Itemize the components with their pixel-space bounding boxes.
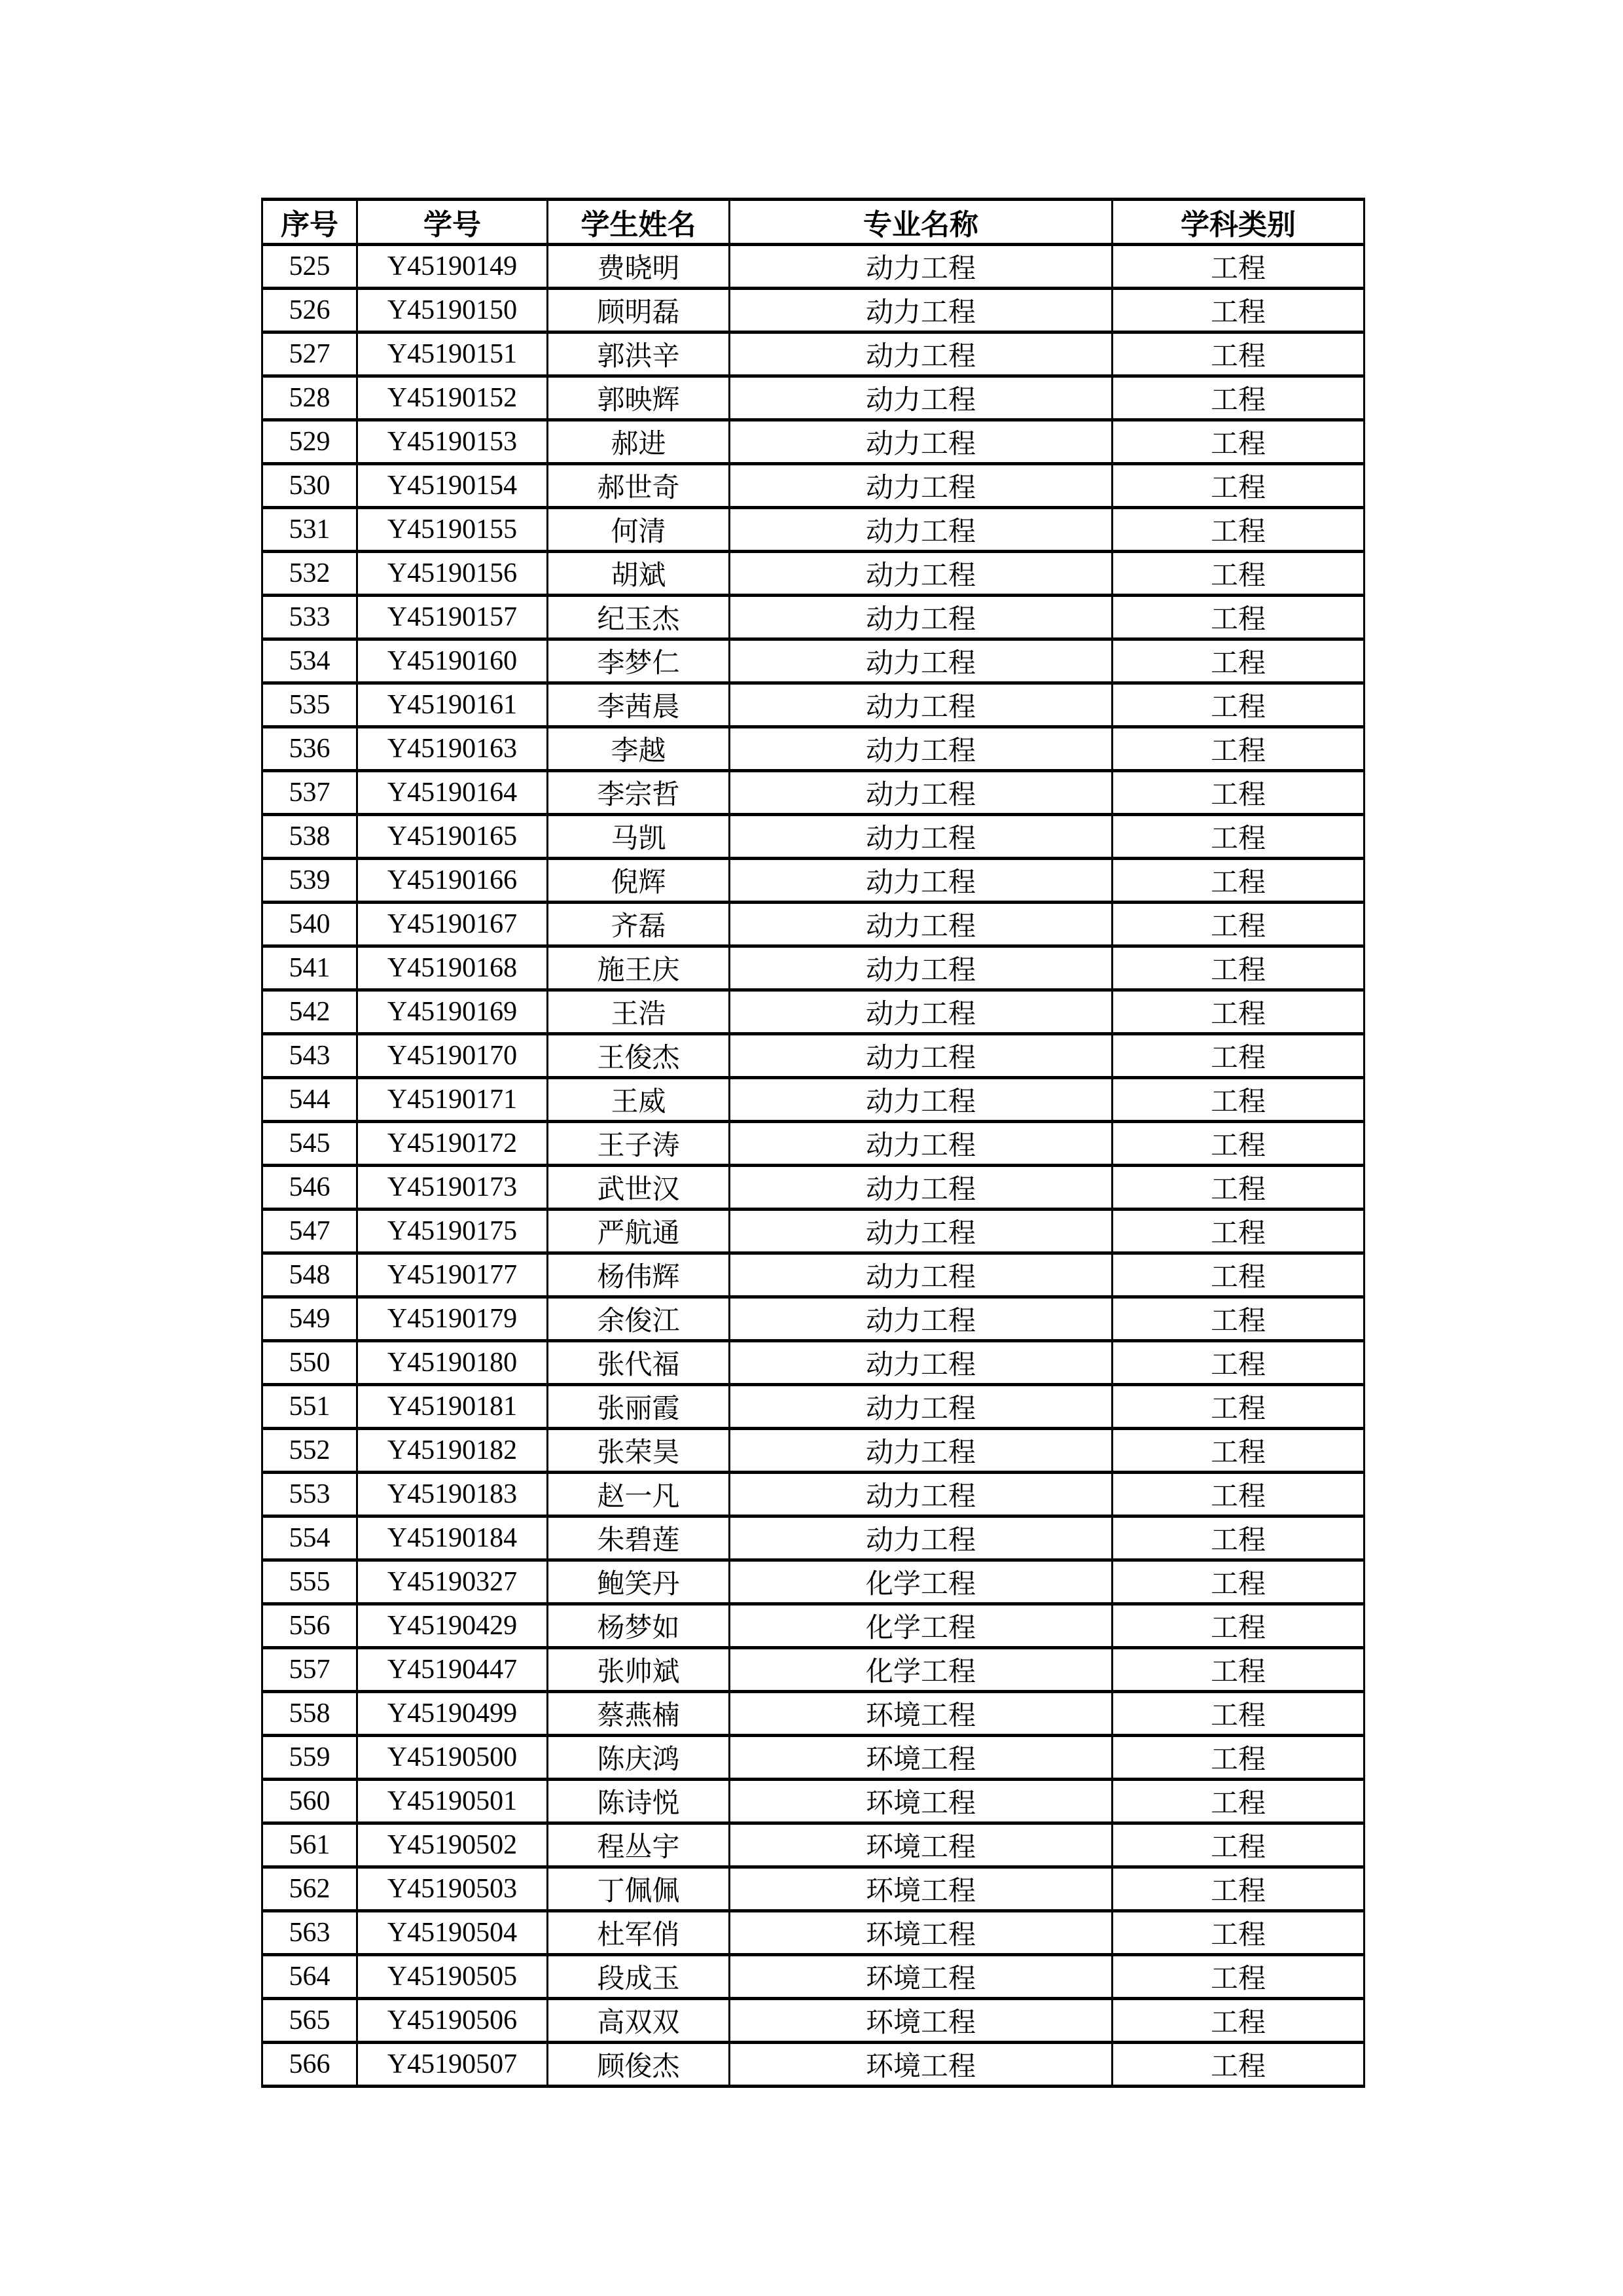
cell-serial-number: 540	[262, 903, 357, 946]
cell-discipline-category: 工程	[1113, 1034, 1364, 1078]
cell-major-name: 动力工程	[730, 1210, 1113, 1253]
cell-serial-number: 531	[262, 508, 357, 552]
cell-major-name: 动力工程	[730, 1341, 1113, 1385]
cell-student-id: Y45190157	[357, 596, 548, 639]
cell-student-id: Y45190499	[357, 1692, 548, 1736]
cell-major-name: 动力工程	[730, 508, 1113, 552]
cell-student-id: Y45190501	[357, 1780, 548, 1823]
cell-serial-number: 554	[262, 1516, 357, 1560]
cell-major-name: 动力工程	[730, 639, 1113, 683]
cell-discipline-category: 工程	[1113, 376, 1364, 420]
header-major-name: 专业名称	[730, 200, 1113, 245]
table-row	[262, 1736, 1364, 1780]
cell-discipline-category: 工程	[1113, 815, 1364, 859]
cell-serial-number: 545	[262, 1122, 357, 1166]
cell-major-name: 动力工程	[730, 903, 1113, 946]
cell-student-name: 朱碧莲	[548, 1516, 730, 1560]
cell-discipline-category: 工程	[1113, 1078, 1364, 1122]
cell-student-name: 费晓明	[548, 245, 730, 289]
cell-student-id: Y45190160	[357, 639, 548, 683]
table-row	[262, 1034, 1364, 1078]
cell-serial-number: 528	[262, 376, 357, 420]
cell-discipline-category: 工程	[1113, 1341, 1364, 1385]
cell-discipline-category: 工程	[1113, 508, 1364, 552]
cell-major-name: 动力工程	[730, 332, 1113, 376]
cell-discipline-category: 工程	[1113, 1385, 1364, 1429]
table-row	[262, 1604, 1364, 1648]
cell-student-name: 王子涛	[548, 1122, 730, 1166]
cell-student-name: 顾明磊	[548, 289, 730, 332]
cell-major-name: 动力工程	[730, 990, 1113, 1034]
cell-discipline-category: 工程	[1113, 1911, 1364, 1955]
cell-student-id: Y45190447	[357, 1648, 548, 1692]
cell-student-id: Y45190152	[357, 376, 548, 420]
cell-student-name: 张代福	[548, 1341, 730, 1385]
cell-major-name: 动力工程	[730, 771, 1113, 815]
cell-serial-number: 562	[262, 1867, 357, 1911]
cell-serial-number: 556	[262, 1604, 357, 1648]
cell-student-name: 武世汉	[548, 1166, 730, 1210]
cell-student-name: 王俊杰	[548, 1034, 730, 1078]
cell-discipline-category: 工程	[1113, 552, 1364, 596]
cell-student-name: 郝世奇	[548, 464, 730, 508]
cell-discipline-category: 工程	[1113, 1955, 1364, 1999]
cell-major-name: 环境工程	[730, 1736, 1113, 1780]
table-row	[262, 1867, 1364, 1911]
cell-serial-number: 543	[262, 1034, 357, 1078]
cell-student-name: 陈诗悦	[548, 1780, 730, 1823]
cell-discipline-category: 工程	[1113, 859, 1364, 903]
cell-serial-number: 565	[262, 1999, 357, 2043]
cell-serial-number: 547	[262, 1210, 357, 1253]
cell-student-id: Y45190171	[357, 1078, 548, 1122]
cell-serial-number: 535	[262, 683, 357, 727]
cell-major-name: 动力工程	[730, 815, 1113, 859]
cell-student-name: 蔡燕楠	[548, 1692, 730, 1736]
cell-student-name: 王浩	[548, 990, 730, 1034]
cell-student-id: Y45190170	[357, 1034, 548, 1078]
cell-major-name: 化学工程	[730, 1560, 1113, 1604]
cell-student-id: Y45190151	[357, 332, 548, 376]
cell-student-id: Y45190505	[357, 1955, 548, 1999]
cell-student-name: 马凯	[548, 815, 730, 859]
cell-student-id: Y45190172	[357, 1122, 548, 1166]
cell-student-name: 郭洪辛	[548, 332, 730, 376]
cell-major-name: 环境工程	[730, 1911, 1113, 1955]
header-row	[262, 200, 1364, 245]
cell-student-name: 赵一凡	[548, 1473, 730, 1516]
cell-major-name: 环境工程	[730, 1823, 1113, 1867]
cell-student-id: Y45190155	[357, 508, 548, 552]
table-row	[262, 245, 1364, 289]
table-row	[262, 332, 1364, 376]
cell-student-name: 杨梦如	[548, 1604, 730, 1648]
cell-student-id: Y45190154	[357, 464, 548, 508]
cell-student-name: 张丽霞	[548, 1385, 730, 1429]
cell-discipline-category: 工程	[1113, 596, 1364, 639]
cell-major-name: 动力工程	[730, 245, 1113, 289]
cell-serial-number: 544	[262, 1078, 357, 1122]
cell-student-name: 余俊江	[548, 1297, 730, 1341]
roster-body	[262, 245, 1364, 2087]
cell-student-id: Y45190150	[357, 289, 548, 332]
header-serial-number: 序号	[262, 200, 357, 245]
cell-student-id: Y45190153	[357, 420, 548, 464]
table-row	[262, 903, 1364, 946]
cell-serial-number: 529	[262, 420, 357, 464]
cell-student-id: Y45190181	[357, 1385, 548, 1429]
cell-serial-number: 557	[262, 1648, 357, 1692]
cell-student-id: Y45190156	[357, 552, 548, 596]
table-row	[262, 859, 1364, 903]
table-row	[262, 815, 1364, 859]
cell-serial-number: 559	[262, 1736, 357, 1780]
cell-serial-number: 536	[262, 727, 357, 771]
table-row	[262, 1166, 1364, 1210]
cell-student-id: Y45190507	[357, 2043, 548, 2087]
table-row	[262, 1648, 1364, 1692]
cell-student-name: 张帅斌	[548, 1648, 730, 1692]
cell-discipline-category: 工程	[1113, 245, 1364, 289]
cell-serial-number: 539	[262, 859, 357, 903]
cell-major-name: 环境工程	[730, 1692, 1113, 1736]
cell-discipline-category: 工程	[1113, 771, 1364, 815]
cell-discipline-category: 工程	[1113, 332, 1364, 376]
cell-serial-number: 532	[262, 552, 357, 596]
cell-student-id: Y45190182	[357, 1429, 548, 1473]
cell-serial-number: 538	[262, 815, 357, 859]
cell-student-name: 齐磊	[548, 903, 730, 946]
cell-student-id: Y45190503	[357, 1867, 548, 1911]
cell-discipline-category: 工程	[1113, 1516, 1364, 1560]
cell-major-name: 动力工程	[730, 946, 1113, 990]
cell-student-name: 陈庆鸿	[548, 1736, 730, 1780]
cell-student-name: 高双双	[548, 1999, 730, 2043]
cell-discipline-category: 工程	[1113, 1780, 1364, 1823]
cell-serial-number: 526	[262, 289, 357, 332]
cell-discipline-category: 工程	[1113, 683, 1364, 727]
table-row	[262, 1297, 1364, 1341]
cell-student-name: 段成玉	[548, 1955, 730, 1999]
cell-major-name: 化学工程	[730, 1648, 1113, 1692]
cell-student-id: Y45190175	[357, 1210, 548, 1253]
cell-discipline-category: 工程	[1113, 1823, 1364, 1867]
cell-student-id: Y45190173	[357, 1166, 548, 1210]
cell-major-name: 环境工程	[730, 1955, 1113, 1999]
table-row	[262, 289, 1364, 332]
cell-student-name: 张荣昊	[548, 1429, 730, 1473]
cell-major-name: 动力工程	[730, 1253, 1113, 1297]
cell-serial-number: 566	[262, 2043, 357, 2087]
cell-discipline-category: 工程	[1113, 1692, 1364, 1736]
cell-student-name: 程丛宇	[548, 1823, 730, 1867]
cell-student-name: 李梦仁	[548, 639, 730, 683]
cell-serial-number: 537	[262, 771, 357, 815]
cell-student-id: Y45190149	[357, 245, 548, 289]
cell-major-name: 化学工程	[730, 1604, 1113, 1648]
cell-student-id: Y45190165	[357, 815, 548, 859]
cell-major-name: 动力工程	[730, 464, 1113, 508]
table-row	[262, 1516, 1364, 1560]
cell-student-id: Y45190179	[357, 1297, 548, 1341]
cell-student-name: 倪辉	[548, 859, 730, 903]
cell-major-name: 动力工程	[730, 683, 1113, 727]
cell-student-name: 王威	[548, 1078, 730, 1122]
cell-discipline-category: 工程	[1113, 1473, 1364, 1516]
cell-major-name: 动力工程	[730, 1385, 1113, 1429]
table-row	[262, 1780, 1364, 1823]
table-row	[262, 771, 1364, 815]
cell-discipline-category: 工程	[1113, 1648, 1364, 1692]
table-row	[262, 683, 1364, 727]
cell-major-name: 动力工程	[730, 1166, 1113, 1210]
cell-discipline-category: 工程	[1113, 1253, 1364, 1297]
table-row	[262, 1692, 1364, 1736]
table-row	[262, 1385, 1364, 1429]
cell-student-name: 杨伟辉	[548, 1253, 730, 1297]
cell-serial-number: 563	[262, 1911, 357, 1955]
cell-major-name: 动力工程	[730, 1473, 1113, 1516]
table-row	[262, 1122, 1364, 1166]
cell-discipline-category: 工程	[1113, 946, 1364, 990]
cell-student-id: Y45190500	[357, 1736, 548, 1780]
cell-serial-number: 555	[262, 1560, 357, 1604]
cell-student-id: Y45190183	[357, 1473, 548, 1516]
table-row	[262, 946, 1364, 990]
cell-discipline-category: 工程	[1113, 727, 1364, 771]
cell-major-name: 动力工程	[730, 289, 1113, 332]
cell-student-name: 纪玉杰	[548, 596, 730, 639]
cell-discipline-category: 工程	[1113, 1736, 1364, 1780]
cell-serial-number: 525	[262, 245, 357, 289]
cell-serial-number: 564	[262, 1955, 357, 1999]
cell-discipline-category: 工程	[1113, 464, 1364, 508]
cell-student-id: Y45190327	[357, 1560, 548, 1604]
header-student-name: 学生姓名	[548, 200, 730, 245]
cell-student-name: 李越	[548, 727, 730, 771]
cell-major-name: 动力工程	[730, 1297, 1113, 1341]
cell-serial-number: 552	[262, 1429, 357, 1473]
cell-major-name: 动力工程	[730, 1516, 1113, 1560]
cell-student-name: 杜军俏	[548, 1911, 730, 1955]
cell-discipline-category: 工程	[1113, 990, 1364, 1034]
cell-major-name: 环境工程	[730, 2043, 1113, 2087]
cell-serial-number: 527	[262, 332, 357, 376]
cell-discipline-category: 工程	[1113, 1210, 1364, 1253]
table-row	[262, 596, 1364, 639]
cell-discipline-category: 工程	[1113, 1122, 1364, 1166]
cell-student-id: Y45190166	[357, 859, 548, 903]
cell-student-name: 丁佩佩	[548, 1867, 730, 1911]
cell-student-id: Y45190169	[357, 990, 548, 1034]
table-row	[262, 990, 1364, 1034]
table-row	[262, 1210, 1364, 1253]
cell-discipline-category: 工程	[1113, 1560, 1364, 1604]
cell-discipline-category: 工程	[1113, 639, 1364, 683]
cell-serial-number: 560	[262, 1780, 357, 1823]
cell-major-name: 环境工程	[730, 1999, 1113, 2043]
cell-student-id: Y45190180	[357, 1341, 548, 1385]
cell-discipline-category: 工程	[1113, 1867, 1364, 1911]
table-row	[262, 1999, 1364, 2043]
cell-student-name: 何清	[548, 508, 730, 552]
cell-major-name: 动力工程	[730, 1034, 1113, 1078]
cell-student-id: Y45190164	[357, 771, 548, 815]
table-row	[262, 464, 1364, 508]
table-row	[262, 508, 1364, 552]
cell-discipline-category: 工程	[1113, 420, 1364, 464]
cell-student-name: 施王庆	[548, 946, 730, 990]
header-discipline-category: 学科类别	[1113, 200, 1364, 245]
cell-serial-number: 546	[262, 1166, 357, 1210]
cell-major-name: 动力工程	[730, 859, 1113, 903]
cell-serial-number: 551	[262, 1385, 357, 1429]
cell-serial-number: 553	[262, 1473, 357, 1516]
table-row	[262, 1341, 1364, 1385]
cell-student-id: Y45190177	[357, 1253, 548, 1297]
header-student-id: 学号	[357, 200, 548, 245]
cell-major-name: 动力工程	[730, 596, 1113, 639]
cell-student-id: Y45190161	[357, 683, 548, 727]
cell-serial-number: 534	[262, 639, 357, 683]
table-row	[262, 2043, 1364, 2087]
cell-student-id: Y45190163	[357, 727, 548, 771]
cell-student-id: Y45190502	[357, 1823, 548, 1867]
table-row	[262, 1078, 1364, 1122]
cell-major-name: 动力工程	[730, 1122, 1113, 1166]
cell-student-name: 李宗哲	[548, 771, 730, 815]
cell-discipline-category: 工程	[1113, 1297, 1364, 1341]
cell-student-name: 郭映辉	[548, 376, 730, 420]
cell-major-name: 动力工程	[730, 420, 1113, 464]
cell-student-id: Y45190168	[357, 946, 548, 990]
cell-student-id: Y45190184	[357, 1516, 548, 1560]
table-row	[262, 1955, 1364, 1999]
cell-major-name: 动力工程	[730, 1429, 1113, 1473]
cell-serial-number: 533	[262, 596, 357, 639]
table-row	[262, 1429, 1364, 1473]
cell-serial-number: 561	[262, 1823, 357, 1867]
cell-discipline-category: 工程	[1113, 1999, 1364, 2043]
cell-serial-number: 548	[262, 1253, 357, 1297]
table-row	[262, 1823, 1364, 1867]
table-row	[262, 1911, 1364, 1955]
cell-major-name: 环境工程	[730, 1867, 1113, 1911]
cell-discipline-category: 工程	[1113, 1604, 1364, 1648]
cell-serial-number: 558	[262, 1692, 357, 1736]
cell-student-id: Y45190167	[357, 903, 548, 946]
cell-student-name: 鲍笑丹	[548, 1560, 730, 1604]
cell-student-name: 胡斌	[548, 552, 730, 596]
cell-major-name: 动力工程	[730, 376, 1113, 420]
cell-major-name: 动力工程	[730, 727, 1113, 771]
cell-serial-number: 542	[262, 990, 357, 1034]
cell-serial-number: 530	[262, 464, 357, 508]
table-row	[262, 552, 1364, 596]
cell-discipline-category: 工程	[1113, 289, 1364, 332]
cell-student-name: 郝进	[548, 420, 730, 464]
table-row	[262, 1473, 1364, 1516]
table-row	[262, 420, 1364, 464]
cell-student-name: 李茜晨	[548, 683, 730, 727]
cell-student-name: 严航通	[548, 1210, 730, 1253]
table-row	[262, 376, 1364, 420]
cell-student-id: Y45190506	[357, 1999, 548, 2043]
cell-student-name: 顾俊杰	[548, 2043, 730, 2087]
cell-serial-number: 541	[262, 946, 357, 990]
cell-discipline-category: 工程	[1113, 1166, 1364, 1210]
cell-serial-number: 549	[262, 1297, 357, 1341]
cell-major-name: 动力工程	[730, 1078, 1113, 1122]
cell-student-id: Y45190504	[357, 1911, 548, 1955]
cell-student-id: Y45190429	[357, 1604, 548, 1648]
cell-discipline-category: 工程	[1113, 2043, 1364, 2087]
table-row	[262, 1253, 1364, 1297]
cell-serial-number: 550	[262, 1341, 357, 1385]
table-row	[262, 639, 1364, 683]
student-roster-table	[261, 198, 1365, 2088]
cell-discipline-category: 工程	[1113, 1429, 1364, 1473]
cell-discipline-category: 工程	[1113, 903, 1364, 946]
cell-major-name: 环境工程	[730, 1780, 1113, 1823]
cell-major-name: 动力工程	[730, 552, 1113, 596]
table-row	[262, 727, 1364, 771]
table-row	[262, 1560, 1364, 1604]
